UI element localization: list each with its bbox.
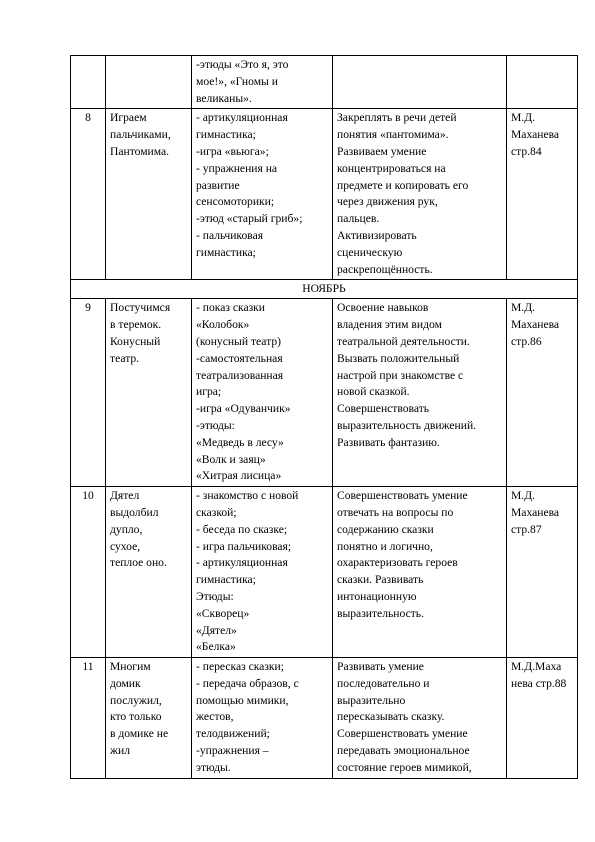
lesson-goals-line: предмете и копировать его bbox=[337, 178, 469, 192]
lesson-activities-line: (конусный театр) bbox=[196, 334, 282, 348]
lesson-activities-line: - передача образов, с bbox=[196, 676, 299, 690]
lesson-topic-line: теплое оно. bbox=[110, 556, 167, 570]
lesson-activities-line: - игра пальчиковая; bbox=[196, 539, 292, 553]
lesson-topic bbox=[106, 109, 192, 280]
lesson-topic bbox=[106, 299, 192, 487]
lesson-number: 8 bbox=[71, 109, 106, 280]
lesson-activities-line: гимнастика; bbox=[196, 573, 256, 587]
lesson-source bbox=[507, 56, 578, 109]
lesson-source bbox=[507, 299, 578, 487]
lesson-activities-line: - упражнения на bbox=[196, 161, 278, 175]
lesson-activities-line: «Колобок» bbox=[196, 318, 250, 332]
lesson-plan-table bbox=[70, 55, 578, 779]
lesson-activities-line: -этюды: bbox=[196, 418, 235, 432]
month-heading: НОЯБРЬ bbox=[71, 280, 578, 299]
lesson-activities-line: «Дятел» bbox=[196, 623, 237, 637]
lesson-goals-line: пальцев. bbox=[337, 212, 380, 226]
lesson-topic-line: выдолбил bbox=[110, 505, 159, 519]
lesson-activities-line: игра; bbox=[196, 385, 222, 399]
lesson-goals-line: охарактеризовать героев bbox=[337, 556, 458, 570]
lesson-activities-line: жестов, bbox=[196, 710, 234, 724]
lesson-topic-line: Пантомима. bbox=[110, 144, 170, 158]
lesson-activities-line: -этюды «Это я, это bbox=[196, 58, 289, 71]
lesson-source bbox=[507, 487, 578, 658]
lesson-activities-line: сенсомоторики; bbox=[196, 195, 275, 209]
lesson-goals-line: Закреплять в речи детей bbox=[337, 111, 457, 125]
lesson-source-line: стр.86 bbox=[511, 334, 542, 348]
lesson-topic bbox=[106, 487, 192, 658]
lesson-activities bbox=[192, 487, 333, 658]
lesson-topic-line: послужил, bbox=[110, 693, 162, 707]
table-row bbox=[71, 299, 578, 487]
lesson-activities-line: театрализованная bbox=[196, 368, 284, 382]
lesson-activities-line: «Скворец» bbox=[196, 606, 250, 620]
table-row bbox=[71, 658, 578, 779]
lesson-activities bbox=[192, 658, 333, 779]
lesson-number: 11 bbox=[71, 658, 106, 779]
lesson-activities-line: - артикуляционная bbox=[196, 111, 288, 125]
lesson-goals-line: состояние героев мимикой, bbox=[337, 760, 472, 774]
lesson-activities-line: - пересказ сказки; bbox=[196, 660, 284, 674]
lesson-goals-line: Развивать фантазию. bbox=[337, 435, 440, 449]
lesson-goals-line: Совершенствовать умение bbox=[337, 727, 468, 741]
lesson-goals-line: интонационную bbox=[337, 589, 417, 603]
lesson-topic-line: Дятел bbox=[110, 489, 140, 503]
lesson-goals-line: отвечать на вопросы по bbox=[337, 505, 454, 519]
lesson-goals-line: пересказывать сказку. bbox=[337, 710, 445, 724]
lesson-topic-line: в домике не bbox=[110, 727, 169, 741]
lesson-activities-line: «Хитрая лисица» bbox=[196, 469, 282, 483]
lesson-activities-line: великаны». bbox=[196, 91, 252, 105]
lesson-source-line: Маханева bbox=[511, 318, 560, 332]
month-row bbox=[71, 280, 578, 299]
lesson-activities-line: -упражнения – bbox=[196, 744, 269, 758]
lesson-topic-line: жил bbox=[110, 744, 131, 758]
lesson-goals-line: последовательно и bbox=[337, 676, 430, 690]
lesson-activities-line: телодвижений; bbox=[196, 727, 270, 741]
lesson-goals-line: Вызвать положительный bbox=[337, 351, 460, 365]
lesson-number: 9 bbox=[71, 299, 106, 487]
lesson-activities-line: -самостоятельная bbox=[196, 351, 283, 365]
lesson-activities-line: - беседа по сказке; bbox=[196, 522, 288, 536]
lesson-activities-line: -игра «Одуванчик» bbox=[196, 402, 291, 416]
lesson-goals-line: Развиваем умение bbox=[337, 144, 427, 158]
lesson-goals bbox=[333, 658, 507, 779]
lesson-goals bbox=[333, 56, 507, 109]
lesson-goals-line: театральной деятельности. bbox=[337, 334, 470, 348]
lesson-goals-line: понятно и логично, bbox=[337, 539, 433, 553]
lesson-source-line: нева стр.88 bbox=[511, 676, 567, 690]
lesson-goals bbox=[333, 487, 507, 658]
lesson-goals-line: владения этим видом bbox=[337, 318, 442, 332]
lesson-goals-line: через движения рук, bbox=[337, 195, 438, 209]
lesson-activities-line: «Белка» bbox=[196, 640, 236, 654]
lesson-source-line: стр.84 bbox=[511, 144, 542, 158]
lesson-activities-line: -этюд «старый гриб»; bbox=[196, 212, 303, 226]
lesson-topic-line: Многим bbox=[110, 660, 151, 674]
lesson-goals-line: концентрироваться на bbox=[337, 161, 446, 175]
lesson-goals-line: выразительно bbox=[337, 693, 406, 707]
lesson-goals-line: новой сказкой. bbox=[337, 385, 410, 399]
lesson-goals-line: Освоение навыков bbox=[337, 301, 429, 315]
lesson-goals bbox=[333, 299, 507, 487]
lesson-topic-line: Постучимся bbox=[110, 301, 171, 315]
lesson-topic-line: домик bbox=[110, 676, 141, 690]
lesson-source-line: М.Д.Маха bbox=[511, 660, 562, 674]
lesson-goals-line: содержанию сказки bbox=[337, 522, 434, 536]
table-row bbox=[71, 109, 578, 280]
lesson-goals-line: понятия «пантомима». bbox=[337, 128, 449, 142]
lesson-source-line: стр.87 bbox=[511, 522, 542, 536]
lesson-activities-line: помощью мимики, bbox=[196, 693, 289, 707]
lesson-goals-line: настрой при знакомстве с bbox=[337, 368, 464, 382]
lesson-source-line: М.Д. bbox=[511, 301, 536, 315]
lesson-goals-line: передавать эмоциональное bbox=[337, 744, 470, 758]
lesson-activities-line: «Волк и заяц» bbox=[196, 452, 266, 466]
lesson-source-line: М.Д. bbox=[511, 489, 536, 503]
lesson-activities-line: «Медведь в лесу» bbox=[196, 435, 284, 449]
lesson-activities-line: - артикуляционная bbox=[196, 556, 288, 570]
lesson-source bbox=[507, 658, 578, 779]
table-row bbox=[71, 487, 578, 658]
lesson-number bbox=[71, 56, 106, 109]
lesson-activities bbox=[192, 109, 333, 280]
lesson-topic bbox=[106, 658, 192, 779]
lesson-activities-line: Этюды: bbox=[196, 589, 234, 603]
lesson-activities-line: - пальчиковая bbox=[196, 228, 264, 242]
lesson-goals-line: сценическую bbox=[337, 245, 403, 259]
lesson-topic bbox=[106, 56, 192, 109]
lesson-topic-line: театр. bbox=[110, 351, 140, 365]
lesson-topic-line: Играем bbox=[110, 111, 147, 125]
lesson-activities-line: гимнастика; bbox=[196, 128, 256, 142]
lesson-activities-line: сказкой; bbox=[196, 505, 237, 519]
lesson-activities-line: этюды. bbox=[196, 760, 231, 774]
lesson-activities bbox=[192, 299, 333, 487]
lesson-topic-line: Конусный bbox=[110, 334, 161, 348]
lesson-goals-line: сказки. Развивать bbox=[337, 573, 424, 587]
lesson-source-line: М.Д. bbox=[511, 111, 536, 125]
lesson-goals-line: Активизировать bbox=[337, 228, 417, 242]
lesson-activities-line: гимнастика; bbox=[196, 245, 256, 259]
lesson-goals-line: выразительность движений. bbox=[337, 418, 477, 432]
lesson-number: 10 bbox=[71, 487, 106, 658]
lesson-topic-line: пальчиками, bbox=[110, 128, 171, 142]
lesson-topic-line: дупло, bbox=[110, 522, 143, 536]
lesson-topic-line: сухое, bbox=[110, 539, 141, 553]
lesson-source bbox=[507, 109, 578, 280]
lesson-goals-line: Совершенствовать bbox=[337, 402, 430, 416]
lesson-goals-line: выразительность. bbox=[337, 606, 424, 620]
lesson-goals-line: раскрепощённость. bbox=[337, 262, 433, 276]
table-row bbox=[71, 56, 578, 109]
lesson-activities-line: - знакомство с новой bbox=[196, 489, 299, 503]
lesson-source-line: Маханева bbox=[511, 505, 560, 519]
lesson-activities-line: мое!», «Гномы и bbox=[196, 74, 278, 88]
lesson-activities-line: -игра «вьюга»; bbox=[196, 144, 269, 158]
lesson-goals bbox=[333, 109, 507, 280]
lesson-activities-line: развитие bbox=[196, 178, 240, 192]
lesson-activities bbox=[192, 56, 333, 109]
lesson-activities-line: - показ сказки bbox=[196, 301, 266, 315]
lesson-topic-line: в теремок. bbox=[110, 318, 162, 332]
lesson-topic-line: кто только bbox=[110, 710, 162, 724]
lesson-goals-line: Развивать умение bbox=[337, 660, 424, 674]
lesson-source-line: Маханева bbox=[511, 128, 560, 142]
lesson-goals-line: Совершенствовать умение bbox=[337, 489, 468, 503]
